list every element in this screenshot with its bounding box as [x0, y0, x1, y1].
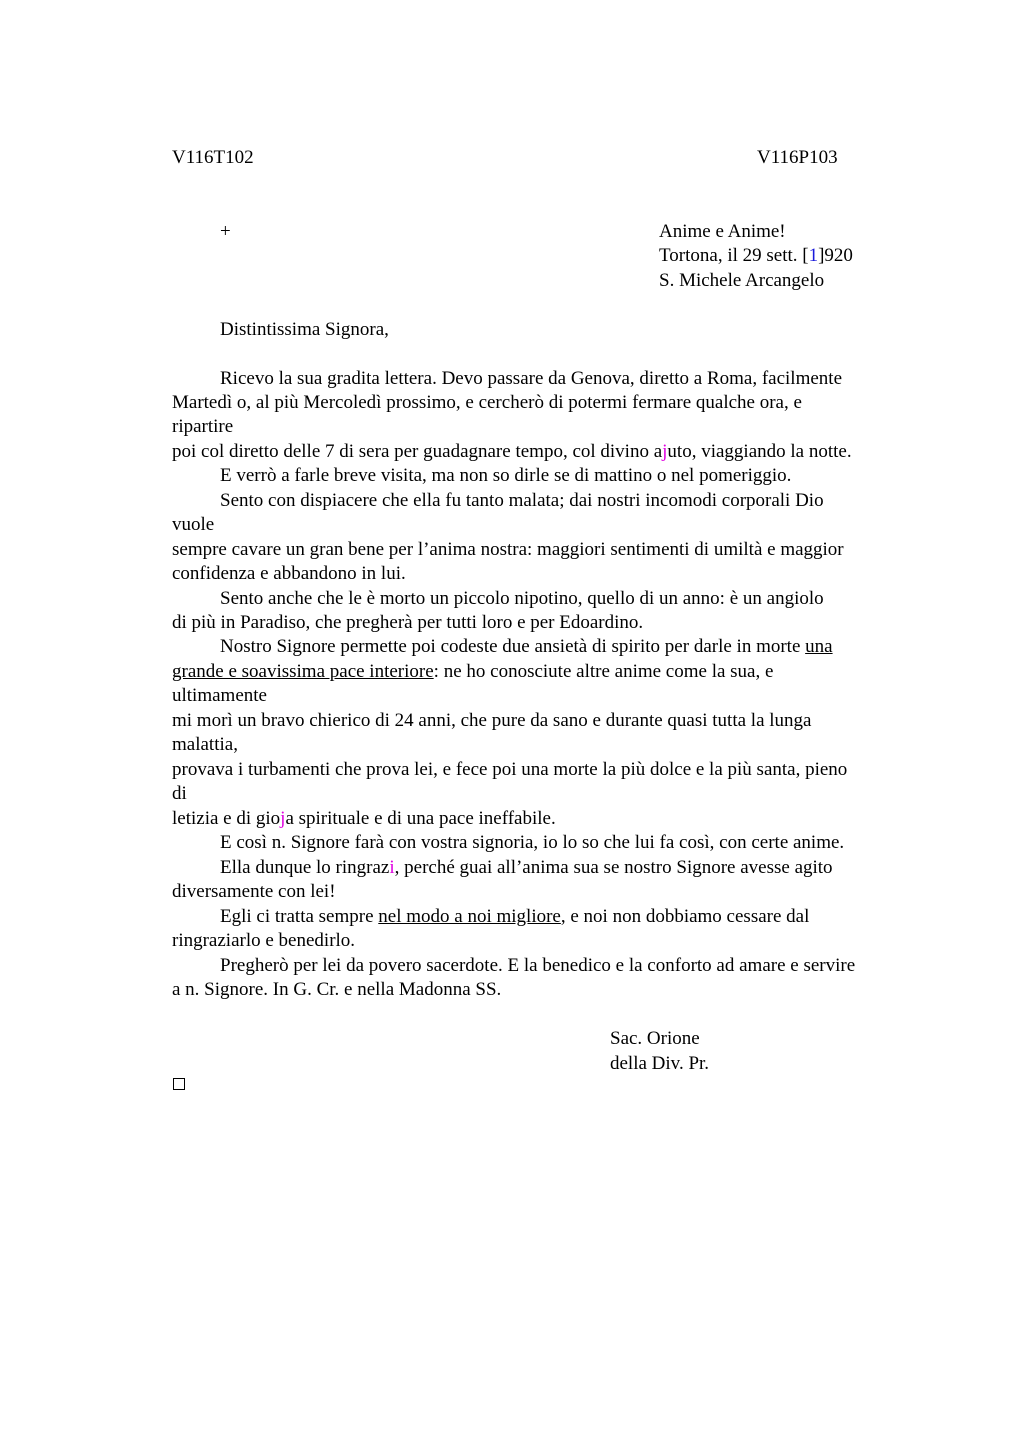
editorial-mark: i: [389, 857, 395, 878]
body-line: mi morì un bravo chierico di 24 anni, che pure da sano e durante quasi tutta la lunga: [172, 710, 812, 731]
cross-mark: +: [220, 221, 231, 242]
body-line: E verrò a farle breve visita, ma non so dirle se di mattino o nel pomeriggio.: [220, 465, 792, 486]
body-line: Pregherò per lei da povero sacerdote. E la benedico e la conforto ad amare e servire: [220, 955, 856, 976]
heading-date-before: Tortona, il 29 sett. [: [659, 245, 809, 266]
header-left-code: V116T102: [172, 147, 254, 168]
body-line: diversamente con lei!: [172, 881, 336, 902]
heading-date-after: ]920: [818, 245, 853, 266]
heading-motto: Anime e Anime!: [659, 221, 786, 242]
body-line: Sento anche che le è morto un piccolo nipotino, quello di un anno: è un angiolo: [220, 588, 824, 609]
body-line: [172, 807, 556, 832]
body-line: ripartire: [172, 416, 234, 437]
body-line-part: , perché guai all’anima sua se nostro Signore avesse agito: [394, 857, 833, 878]
body-line-part: a spirituale e di una pace ineffabile.: [285, 808, 556, 829]
body-line: confidenza e abbandono in lui.: [172, 563, 406, 584]
signature-name: Sac. Orione: [610, 1028, 700, 1049]
underlined-text: una: [805, 636, 833, 657]
editorial-mark: j: [280, 808, 286, 829]
body-line: Ricevo la sua gradita lettera. Devo passare da Genova, diretto a Roma, facilmente: [220, 368, 842, 389]
body-line: [220, 635, 833, 660]
body-line: di: [172, 783, 187, 804]
underlined-text: nel modo a noi migliore: [378, 906, 561, 927]
heading-date-insert: 1: [808, 245, 819, 266]
body-line: Sento con dispiacere che ella fu tanto malata; dai nostri incomodi corporali Dio: [220, 490, 824, 511]
body-line-part: uto, viaggiando la notte.: [667, 441, 852, 462]
body-line: ultimamente: [172, 685, 267, 706]
body-line-part: letizia e di gio: [172, 808, 281, 829]
body-line: [220, 905, 809, 930]
body-line: [172, 440, 852, 465]
body-line: provava i turbamenti che prova lei, e fece poi una morte la più dolce e la più santa, pieno: [172, 759, 848, 780]
salutation: Distintissima Signora,: [220, 319, 389, 340]
body-line-part: Ella dunque lo ringraz: [220, 857, 390, 878]
body-line-part: Egli ci tratta sempre: [220, 906, 379, 927]
body-line: a n. Signore. In G. Cr. e nella Madonna SS.: [172, 979, 502, 1000]
body-line: ringraziarlo e benedirlo.: [172, 930, 356, 951]
signature-title: della Div. Pr.: [610, 1053, 710, 1074]
body-line: malattia,: [172, 734, 238, 755]
body-line-part: , e noi non dobbiamo cessare dal: [560, 906, 810, 927]
body-line: vuole: [172, 514, 215, 535]
body-line: [220, 856, 833, 881]
underlined-text: grande e soavissima pace interiore: [172, 661, 434, 682]
body-line: sempre cavare un gran bene per l’anima nostra: maggiori sentimenti di umiltà e maggior: [172, 539, 844, 560]
body-line-part: Nostro Signore permette poi codeste due ansietà di spirito per darle in morte: [220, 636, 806, 657]
checkbox-icon: [173, 1078, 185, 1090]
header-right-code: V116P103: [757, 147, 838, 168]
editorial-mark: j: [662, 441, 668, 462]
body-line-part: : ne ho conosciute altre anime come la sua, e: [433, 661, 774, 682]
body-line: di più in Paradiso, che pregherà per tutti loro e per Edoardino.: [172, 612, 644, 633]
heading-feast: S. Michele Arcangelo: [659, 270, 825, 291]
body-line: Martedì o, al più Mercoledì prossimo, e cercherò di potermi fermare qualche ora, e: [172, 392, 802, 413]
body-line: E così n. Signore farà con vostra signoria, io lo so che lui fa così, con certe anime.: [220, 832, 845, 853]
body-line: [172, 660, 773, 685]
heading-date: [659, 244, 853, 269]
body-line-part: poi col diretto delle 7 di sera per guadagnare tempo, col divino a: [172, 441, 663, 462]
